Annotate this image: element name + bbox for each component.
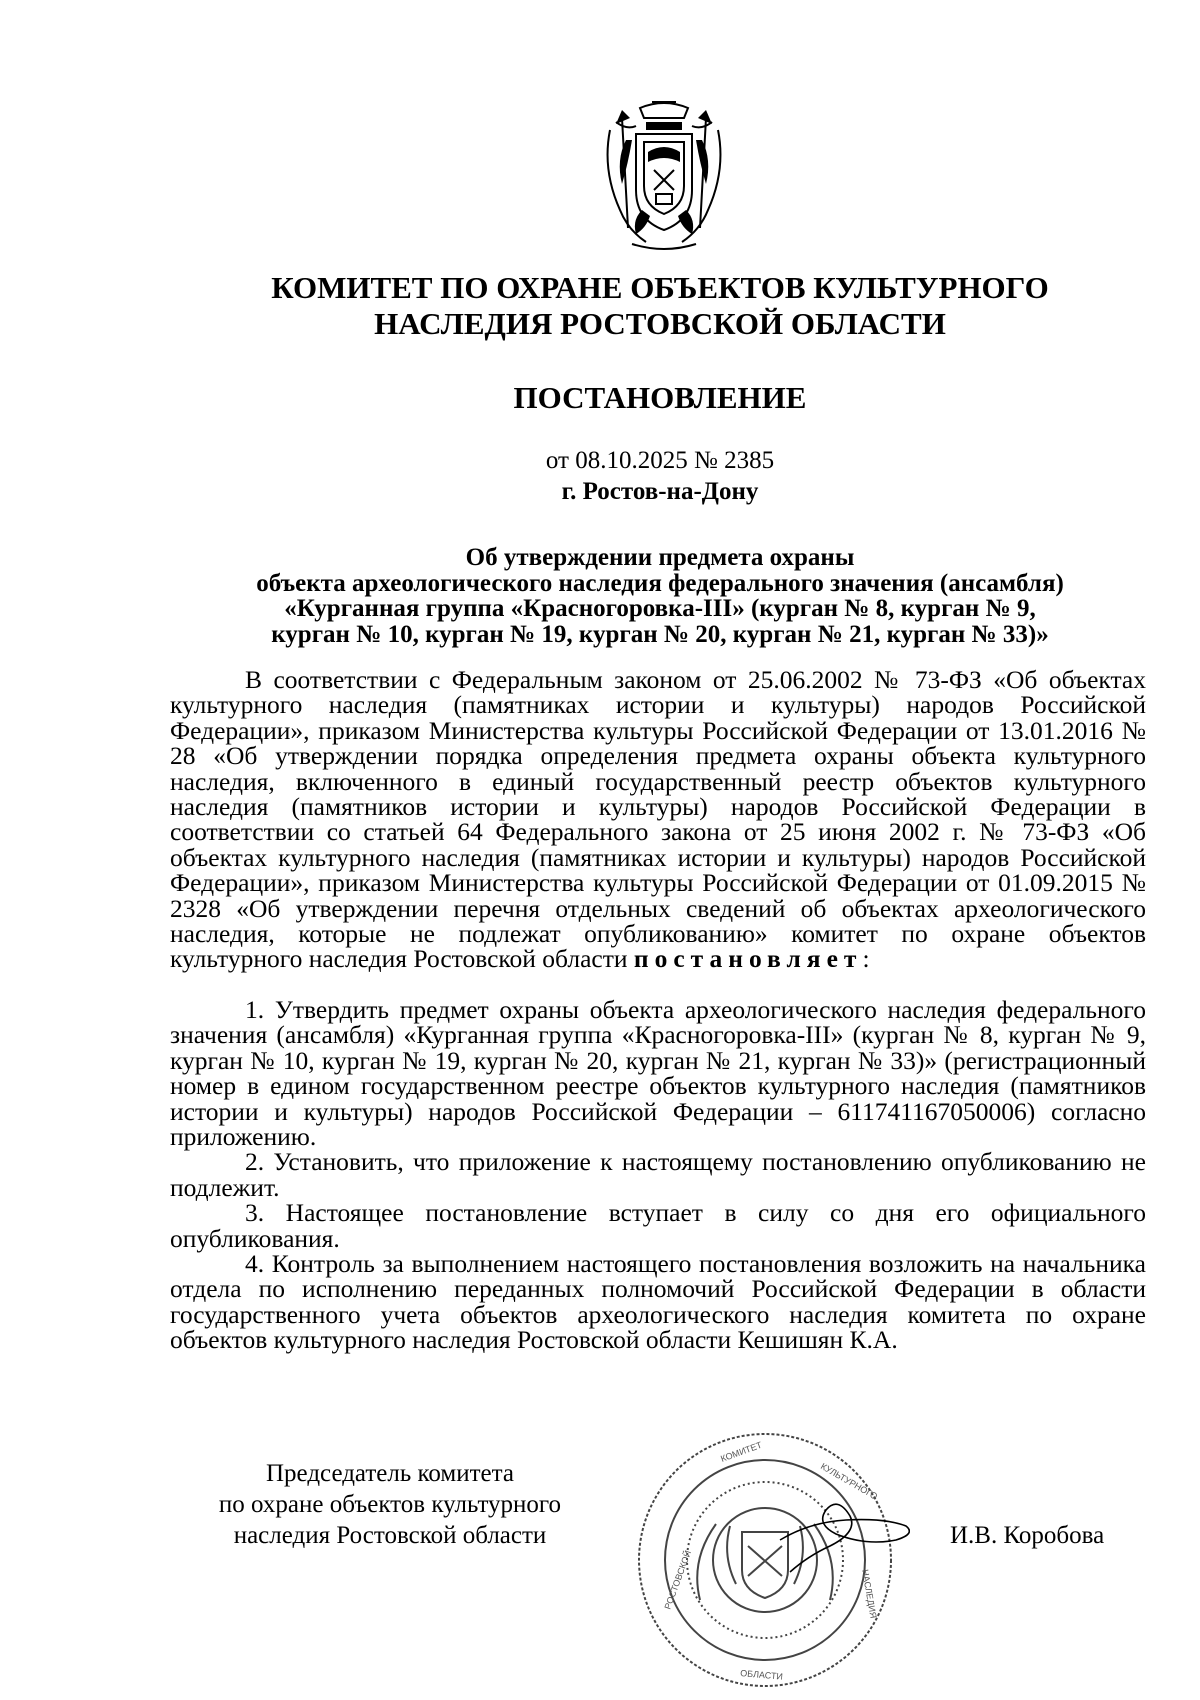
svg-text:НАСЛЕДИЯ: НАСЛЕДИЯ <box>860 1568 879 1620</box>
document-date-number: от 08.10.2025 № 2385 <box>545 447 775 474</box>
title-line: курган № 10, курган № 19, курган № 20, курган № 21, курган № 33)» <box>271 620 1049 648</box>
document-title <box>170 545 1150 647</box>
official-round-stamp-icon <box>630 1420 910 1700</box>
decree-word: постановляет <box>633 944 863 974</box>
svg-text:КУЛЬТУРНОГО: КУЛЬТУРНОГО <box>819 1461 880 1502</box>
organization-name <box>170 270 1150 342</box>
svg-text:КОМИТЕТ: КОМИТЕТ <box>719 1439 764 1464</box>
svg-text:ОБЛАСТИ: ОБЛАСТИ <box>739 1668 784 1682</box>
coat-of-arms-icon <box>602 100 726 252</box>
preamble-text: В соответствии с Федеральным законом от 25.06.2002 № 73-ФЗ «Об объектах культурного наследия (памятниках истории и культуры) народов Российской Федерации», приказом Министерства культуры Российской Федерации от 13.01.2016 № 28 «Об утверждении порядка определения предмета охраны объекта культурного наследия, включенного в единый государственный реестр объектов культурного наследия (памятников истории и культуры) народов Российской Федерации в соответствии со статьей 64 Федерального закона от 25 июня 2002 г. № 73-ФЗ «Об объектах культурного наследия (памятниках истории и культуры) народов Российской Федерации», приказом Министерства культуры Российской Федерации от 01.09.2015 № 2328 «Об утверждении перечня отдельных сведений об объектах археологического наследия, которые не подлежат опубликованию» комитет по охране объектов культурного наследия Ростовской области <box>170 665 1146 974</box>
organization-line: КОМИТЕТ ПО ОХРАНЕ ОБЪЕКТОВ КУЛЬТУРНОГО <box>271 270 1049 305</box>
document-city: г. Ростов-на-Дону <box>561 478 759 505</box>
organization-line: НАСЛЕДИЯ РОСТОВСКОЙ ОБЛАСТИ <box>374 306 946 341</box>
document-body <box>170 667 1146 1353</box>
preamble-paragraph <box>170 667 1146 972</box>
signatory-name: И.В. Коробова <box>950 1522 1105 1549</box>
preamble-colon: : <box>862 944 870 974</box>
position-line: наследия Ростовской области <box>233 1522 547 1549</box>
position-line: по охране объектов культурного <box>218 1491 562 1518</box>
decree-item: 4. Контроль за выполнением настоящего постановления возложить на начальника отдела по исполнению переданных полномочий Российской Федерации в области государственного учета объектов археологического наследия комитета по охране объектов культурного наследия Ростовской области Кешишян К.А. <box>170 1248 1146 1355</box>
title-line: «Курганная группа «Красногоровка-III» (курган № 8, курган № 9, <box>284 595 1036 622</box>
decree-item: 3. Настоящее постановление вступает в силу со дня его официального опубликования. <box>170 1198 1146 1253</box>
position-line: Председатель комитета <box>266 1460 514 1487</box>
decree-item: 2. Установить, что приложение к настоящему постановлению опубликованию не подлежит. <box>170 1147 1146 1202</box>
signatory-position <box>170 1458 610 1551</box>
document-type: ПОСТАНОВЛЕНИЕ <box>513 380 807 415</box>
decree-item: 1. Утвердить предмет охраны объекта археологического наследия федерального значения (ансамбля) «Курганная группа «Красногоровка-III» (курган № 8, курган № 9, курган № 10, курган № 19, курган № 20, курган № 21, курган № 33)» (регистрационный номер в едином государственном реестре объектов культурного наследия (памятников истории и культуры) народов Российской Федерации – 611741167050006) согласно приложению. <box>170 994 1146 1151</box>
title-line: Об утверждении предмета охраны <box>465 544 855 571</box>
title-line: объекта археологического наследия федерального значения (ансамбля) <box>256 569 1064 597</box>
svg-text:РОСТОВСКОЙ: РОСТОВСКОЙ <box>662 1549 694 1611</box>
